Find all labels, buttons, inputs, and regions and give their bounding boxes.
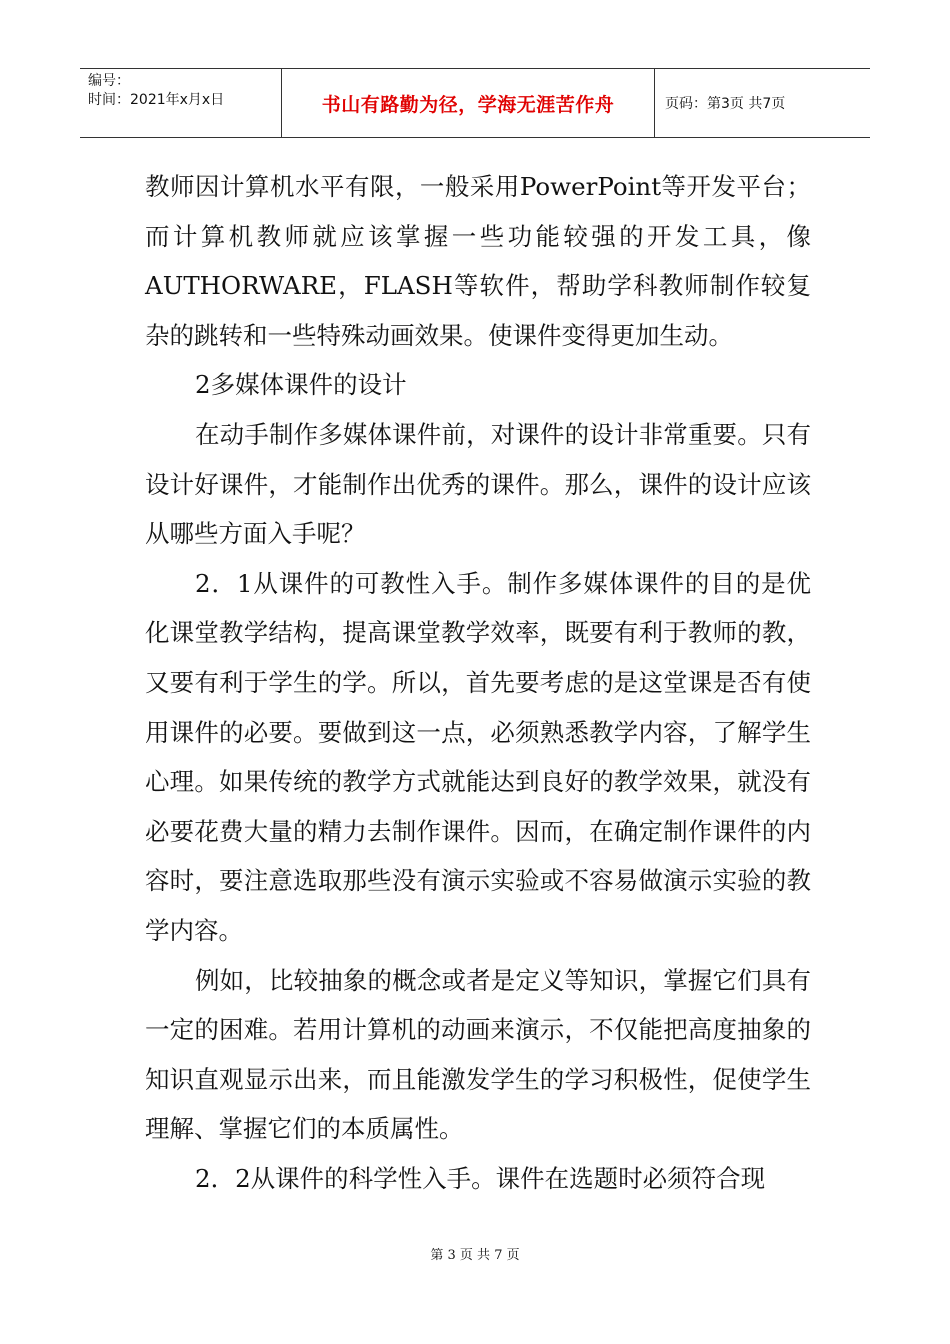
section-heading: 2多媒体课件的设计 bbox=[195, 370, 407, 400]
header-motto: 书山有路勤为径，学海无涯苦作舟 bbox=[282, 69, 655, 137]
document-body bbox=[145, 162, 811, 1203]
body-paragraph: 例如，比较抽象的概念或者是定义等知识，掌握它们具有一定的困难。若用计算机的动画来演示，不仅能把高度抽象的知识直观显示出来，而且能激发学生的学习积极性，促使学生理解、掌握它们的本质属性。 bbox=[145, 965, 811, 1144]
header-page-info: 页码：第3页 共7页 bbox=[665, 96, 786, 112]
body-paragraph: 教师因计算机水平有限，一般采用PowerPoint等开发平台；而计算机教师就应该掌握一些功能较强的开发工具，像AUTHORWARE，FLASH等软件，帮助学科教师制作较复杂的跳转和一些特殊动画效果。使课件变得更加生动。 bbox=[145, 172, 811, 350]
body-paragraph: 在动手制作多媒体课件前，对课件的设计非常重要。只有设计好课件，才能制作出优秀的课件。那么，课件的设计应该从哪些方面入手呢？ bbox=[145, 419, 811, 549]
document-header bbox=[80, 68, 870, 138]
header-meta bbox=[80, 69, 282, 137]
header-time-label: 时间：2021年x月x日 bbox=[88, 92, 225, 108]
body-paragraph: 2．1从课件的可教性入手。制作多媒体课件的目的是优化课堂教学结构，提高课堂教学效率，既要有利于教师的教，又要有利于学生的学。所以，首先要考虑的是这堂课是否有使用课件的必要。要做到这一点，必须熟悉教学内容，了解学生心理。如果传统的教学方式就能达到良好的教学效果，就没有必要花费大量的精力去制作课件。因而，在确定制作课件的内容时，要注意选取那些没有演示实验或不容易做演示实验的教学内容。 bbox=[145, 568, 811, 945]
body-paragraph: 2．2从课件的科学性入手。课件在选题时必须符合现 bbox=[195, 1163, 766, 1193]
header-number-label: 编号： bbox=[88, 73, 130, 89]
page-footer: 第 3 页 共 7 页 bbox=[430, 1248, 520, 1263]
